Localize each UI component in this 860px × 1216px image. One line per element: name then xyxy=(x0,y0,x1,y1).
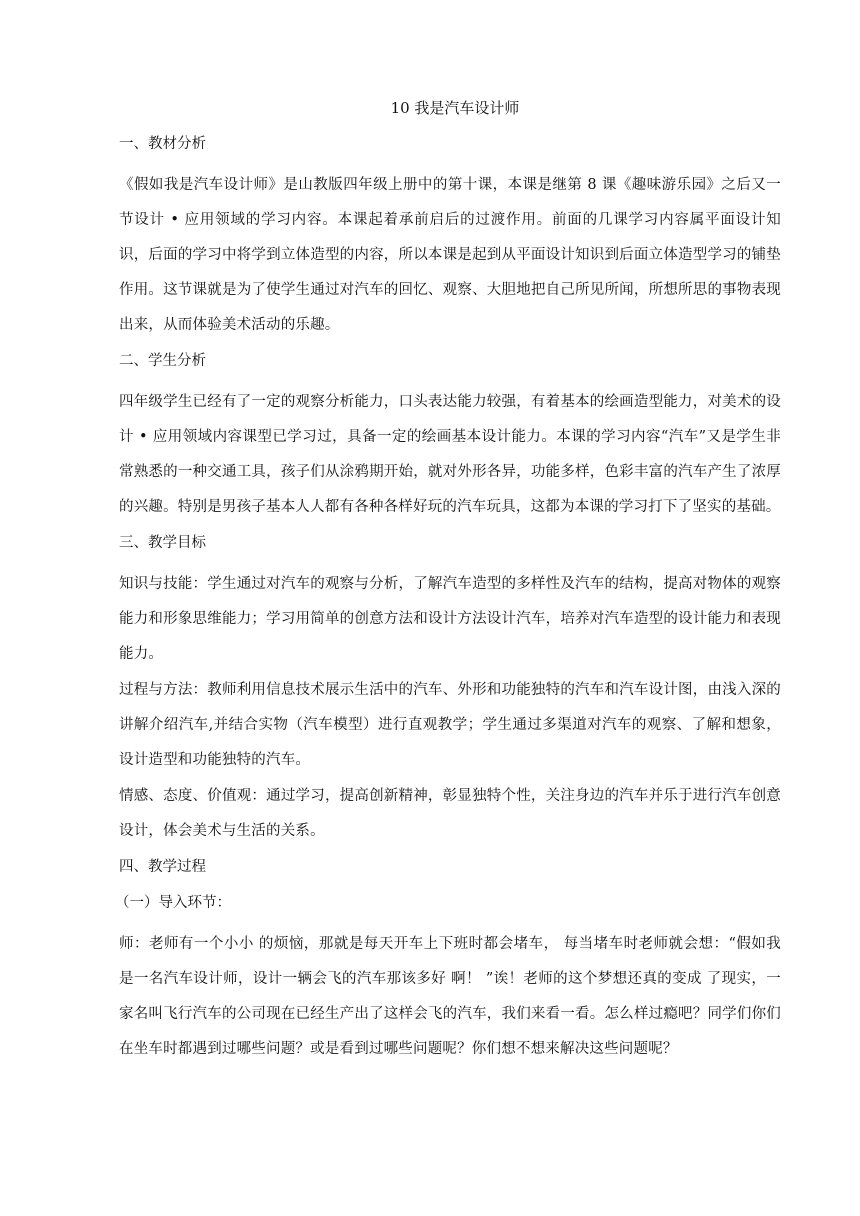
paragraph-knowledge-skills: 知识与技能：学生通过对汽车的观察与分析，了解汽车造型的多样性及汽车的结构，提高对物体的观察能力和形象思维能力；学习用简单的创意方法和设计方法设计汽车，培养对汽车造型的设计能力和表现能力。 xyxy=(119,576,781,662)
paragraph-emotion-attitude: 情感、态度、价值观：通过学习，提高创新精神，彰显独特个性，关注身边的汽车并乐于进行汽车创意设计，体会美术与生活的关系。 xyxy=(119,788,781,839)
section-heading-teaching-process: 四、教学过程 xyxy=(119,859,206,875)
section-heading-textbook-analysis: 一、教材分析 xyxy=(119,136,206,152)
document-body xyxy=(115,96,781,1068)
subheading-introduction: （一）导入环节： xyxy=(115,895,231,911)
section-heading-student-analysis: 二、学生分析 xyxy=(119,353,206,369)
section-heading-teaching-goals: 三、教学目标 xyxy=(119,535,206,551)
paragraph-introduction: 师：老师有一个小小 的烦恼，那就是每天开车上下班时都会堵车， 每当堵车时老师就会想：“假如我是一名汽车设计师，设计一辆会飞的汽车那该多好 啊！ ”诶！老师的这个梦想还真的变成 了现实，一家名叫飞行汽车的公司现在已经生产出了这样会飞的汽车，我们来看一看。怎么样过瘾吧？同学们你们在坐车时都遇到过哪些问题？或是看到过哪些问题呢？你们想不想来解决这些问题呢？ xyxy=(119,936,781,1057)
paragraph-textbook-analysis: 《假如我是汽车设计师》是山教版四年级上册中的第十课，本课是继第 8 课《趣味游乐园》之后又一节设计 • 应用领域的学习内容。本课起着承前启后的过渡作用。前面的几课学习内容属平面设计知识，后面的学习中将学到立体造型的内容，所以本课是起到从平面设计知识到后面立体造型学习的铺垫作用。这节课就是为了使学生通过对汽车的回忆、观察、大胆地把自己所见所闻，所想所思的事物表现出来，从而体验美术活动的乐趣。 xyxy=(119,177,781,333)
paragraph-process-methods: 过程与方法：教师利用信息技术展示生活中的汽车、外形和功能独特的汽车和汽车设计图，由浅入深的讲解介绍汽车,并结合实物（汽车模型）进行直观教学；学生通过多渠道对汽车的观察、了解和想象，设计造型和功能独特的汽车。 xyxy=(119,682,781,768)
paragraph-student-analysis: 四年级学生已经有了一定的观察分析能力，口头表达能力较强，有着基本的绘画造型能力，对美术的设计 • 应用领域内容课型已学习过，具备一定的绘画基本设计能力。本课的学习内容“汽车”又是学生非常熟悉的一种交通工具，孩子们从涂鸦期开始，就对外形各异，功能多样，色彩丰富的汽车产生了浓厚的兴趣。特别是男孩子基本人人都有各种各样好玩的汽车玩具，这都为本课的学习打下了坚实的基础。 xyxy=(119,394,781,515)
document-title: 10 我是汽车设计师 xyxy=(390,99,520,117)
